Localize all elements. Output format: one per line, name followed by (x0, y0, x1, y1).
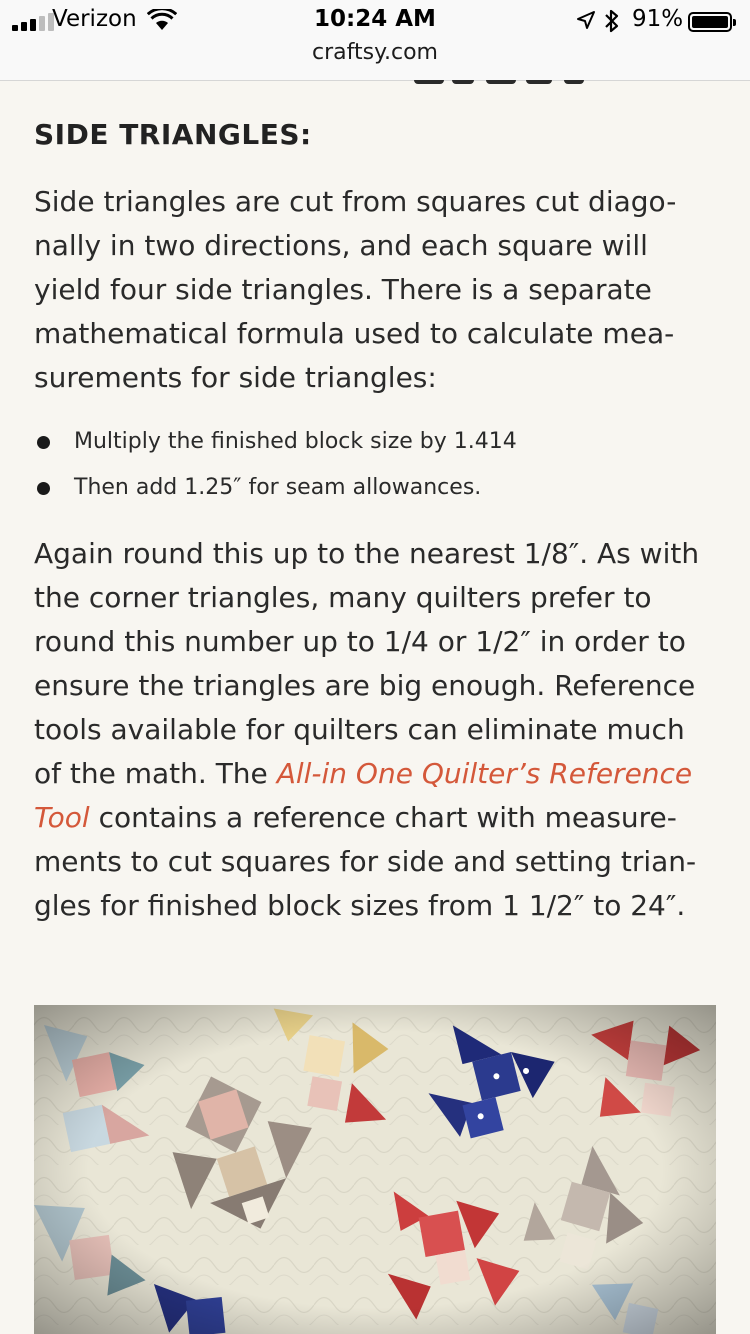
bullet-dot-icon (37, 436, 50, 449)
address-bar-url[interactable]: craftsy.com (312, 40, 438, 65)
bullet-list (34, 422, 714, 514)
paragraph-text: contains a reference chart with measure- ments to cut squares for side and setting trian- gles for finished block sizes from 1 1/2″ to 24″. (34, 801, 697, 922)
location-arrow-icon (576, 10, 596, 30)
list-item-text: Then add 1.25″ for seam allowances. (74, 475, 482, 500)
bluetooth-icon (604, 9, 620, 33)
list-item-text: Multiply the finished block size by 1.414 (74, 429, 517, 454)
carrier-name: Verizon (52, 6, 137, 32)
section-title: SIDE TRIANGLES: (34, 118, 312, 151)
list-item (34, 422, 714, 468)
paragraph-side-triangles: Side triangles are cut from squares cut diago- nally in two directions, and each square will yield four side triangles. There is a separate mathematical formula used to calculate mea- surements for side triangles: (34, 185, 677, 394)
status-time: 10:24 AM (314, 6, 436, 32)
battery-icon (688, 12, 732, 32)
quilt-photo (34, 1005, 716, 1334)
battery-percent: 91% (632, 6, 684, 32)
clipped-previous-text (414, 80, 594, 86)
list-item (34, 468, 714, 514)
bullet-dot-icon (37, 482, 50, 495)
reference-tool-link[interactable]: All-in One Quilter’s Reference Tool (34, 757, 693, 834)
status-bar (0, 0, 750, 81)
paragraph-rounding (34, 532, 714, 928)
paragraph-text: Again round this up to the nearest 1/8″. As with the corner triangles, many quilters prefer to round this number up to 1/4 or 1/2″ in order to ensure the triangles are big enough. Reference tools available for quilters can eliminate much of the math. The (34, 537, 700, 790)
